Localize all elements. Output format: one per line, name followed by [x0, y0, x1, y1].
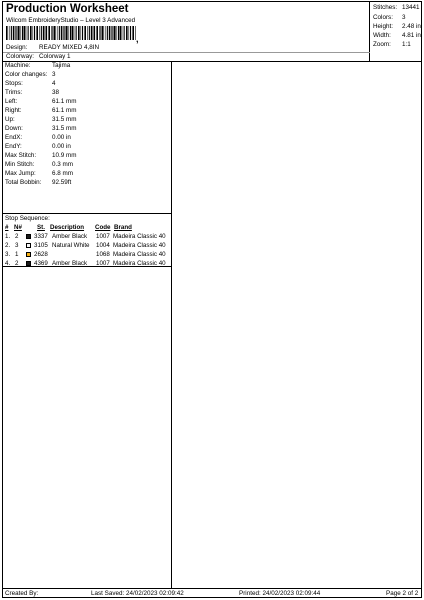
- stop-row: [3, 242, 171, 251]
- colors-value: 3: [402, 14, 406, 21]
- color-code: 1007: [96, 233, 110, 240]
- barcode-bar: [114, 26, 116, 40]
- barcode-bar: [81, 26, 82, 40]
- barcode-bar: [33, 26, 34, 40]
- barcode: [6, 26, 139, 40]
- color-swatch: [26, 252, 31, 257]
- barcode-bar: [109, 26, 111, 40]
- info-row: Total Bobbin: 92.59ft: [5, 179, 72, 186]
- barcode-bar: [59, 26, 60, 40]
- width-value: 4.81 in: [402, 32, 421, 39]
- last-saved: Last Saved: 24/02/2023 02:09:42: [91, 590, 184, 597]
- stitches-label: Stitches:: [373, 4, 398, 11]
- barcode-bar: [30, 26, 32, 40]
- created-by: Created By:: [5, 590, 39, 597]
- stop-number: 1.: [5, 233, 11, 240]
- barcode-bar: [41, 26, 42, 40]
- summary-box: [370, 2, 421, 61]
- barcode-bar: [124, 26, 125, 40]
- info-row: EndY: 0.00 in: [5, 143, 71, 150]
- thread-brand: Madeira Classic 40: [113, 242, 166, 249]
- barcode-bar: [70, 26, 71, 40]
- barcode-bar: [34, 26, 35, 40]
- color-code: 1004: [96, 242, 110, 249]
- thread-brand: Madeira Classic 40: [113, 233, 166, 240]
- info-row: Max Jump: 6.8 mm: [5, 170, 73, 177]
- info-row: Up: 31.5 mm: [5, 116, 77, 123]
- info-row: Min Stitch: 0.3 mm: [5, 161, 73, 168]
- info-row: Trims: 38: [5, 89, 60, 96]
- barcode-bar: [69, 26, 70, 40]
- worksheet-footer: [3, 588, 421, 598]
- worksheet-header: [3, 2, 421, 62]
- software-name: Wilcom EmbroideryStudio – Level 3 Advanced: [6, 17, 136, 24]
- barcode-bar: [6, 26, 8, 40]
- barcode-bar: [130, 26, 131, 40]
- barcode-bar: [126, 26, 128, 40]
- barcode-bar: [76, 26, 77, 40]
- barcode-bar: [74, 26, 75, 40]
- barcode-bar: [13, 26, 15, 40]
- width-row: [373, 32, 421, 39]
- col-description: Description: [50, 224, 85, 231]
- barcode-bar: [15, 26, 16, 40]
- page-number: Page 2 of 2: [386, 590, 419, 597]
- zoom-row: [373, 41, 411, 48]
- col-code: Code: [95, 224, 111, 231]
- barcode-bar: [57, 26, 58, 40]
- barcode-bar: [21, 26, 22, 40]
- stitches-row: [373, 4, 420, 11]
- info-row: Stops: 4: [5, 80, 56, 87]
- col-brand: Brand: [114, 224, 132, 231]
- barcode-bar: [122, 26, 123, 40]
- barcode-bar: [111, 26, 112, 40]
- barcode-bar: [52, 26, 53, 40]
- barcode-bar: [105, 26, 106, 40]
- barcode-bar: [132, 26, 134, 40]
- barcode-bar: [93, 26, 94, 40]
- barcode-bar: [54, 26, 56, 40]
- barcode-bar: [18, 26, 20, 40]
- needle-number: 3: [15, 242, 19, 249]
- barcode-bar: [64, 26, 65, 40]
- needle-number: 1: [15, 251, 19, 258]
- stitch-count: 3337: [34, 233, 48, 240]
- info-row: Max Stitch: 10.9 mm: [5, 152, 77, 159]
- stop-sequence-title: Stop Sequence:: [5, 215, 50, 222]
- barcode-bar: [63, 26, 64, 40]
- barcode-bar: [89, 26, 90, 40]
- stop-number: 4.: [5, 260, 11, 267]
- worksheet-page: [2, 1, 422, 598]
- thread-brand: Madeira Classic 40: [113, 260, 166, 267]
- colorway-row: [6, 53, 71, 60]
- colors-label: Colors:: [373, 14, 393, 21]
- barcode-bar: [120, 26, 122, 40]
- barcode-bar: [91, 26, 93, 40]
- barcode-bar: [22, 26, 23, 40]
- needle-number: 2: [15, 233, 19, 240]
- design-preview-area: [172, 62, 421, 588]
- colors-row: [373, 14, 406, 21]
- colorway-value: Colorway 1: [39, 53, 71, 60]
- barcode-bar: [11, 26, 12, 40]
- height-value: 2.48 in: [402, 23, 421, 30]
- stop-row: [3, 251, 171, 260]
- stitch-count: 2628: [34, 251, 48, 258]
- barcode-bar: [16, 26, 17, 40]
- col-index: #: [5, 224, 9, 231]
- colorway-label: Colorway:: [6, 53, 34, 60]
- info-row: Machine: Tajima: [5, 62, 71, 69]
- color-swatch: [26, 243, 31, 248]
- color-description: Natural White: [52, 242, 90, 249]
- header-left: [3, 2, 370, 61]
- barcode-bar: [112, 26, 113, 40]
- color-description: Amber Black: [52, 233, 88, 240]
- barcode-bar: [43, 26, 45, 40]
- barcode-bar: [87, 26, 88, 40]
- barcode-bar: [117, 26, 118, 40]
- barcode-bar: [100, 26, 101, 40]
- barcode-bar: [61, 26, 63, 40]
- col-needle: N#: [14, 224, 22, 231]
- info-row: Right: 61.1 mm: [5, 107, 77, 114]
- barcode-bar: [129, 26, 130, 40]
- zoom-label: Zoom:: [373, 41, 391, 48]
- barcode-bar: [46, 26, 47, 40]
- barcode-bar: [36, 26, 38, 40]
- thread-brand: Madeira Classic 40: [113, 251, 166, 258]
- barcode-bar: [118, 26, 119, 40]
- color-swatch: [26, 234, 31, 239]
- barcode-bar: [96, 26, 98, 40]
- barcode-bar: [24, 26, 26, 40]
- height-row: [373, 23, 421, 30]
- barcode-bar: [102, 26, 104, 40]
- barcode-bar: [99, 26, 100, 40]
- info-row: Down: 31.5 mm: [5, 125, 77, 132]
- stop-sequence-header: [3, 224, 171, 233]
- barcode-bar: [84, 26, 86, 40]
- info-row: EndX: 0.00 in: [5, 134, 71, 141]
- design-value: READY MIXED 4,8IN: [39, 44, 100, 51]
- info-row: Left: 61.1 mm: [5, 98, 77, 105]
- col-stitches: St.: [37, 224, 45, 231]
- needle-number: 2: [15, 260, 19, 267]
- zoom-value: 1:1: [402, 41, 411, 48]
- barcode-tail: ,: [136, 34, 139, 44]
- stop-number: 3.: [5, 251, 11, 258]
- barcode-bar: [45, 26, 46, 40]
- barcode-bar: [107, 26, 108, 40]
- barcode-bar: [26, 26, 27, 40]
- design-label: Design:: [6, 44, 28, 51]
- barcode-bar: [78, 26, 80, 40]
- color-code: 1007: [96, 260, 110, 267]
- barcode-bar: [9, 26, 10, 40]
- barcode-bar: [48, 26, 50, 40]
- barcode-bar: [94, 26, 95, 40]
- stop-row: [3, 233, 171, 242]
- info-column: [3, 62, 172, 588]
- barcode-bar: [72, 26, 74, 40]
- width-label: Width:: [373, 32, 391, 39]
- stitch-count: 3105: [34, 242, 48, 249]
- barcode-bar: [82, 26, 83, 40]
- stop-row: [3, 260, 171, 269]
- stop-number: 2.: [5, 242, 11, 249]
- page-title: Production Worksheet: [6, 3, 129, 15]
- height-label: Height:: [373, 23, 393, 30]
- barcode-bar: [39, 26, 40, 40]
- color-description: Amber Black: [52, 260, 88, 267]
- barcode-bar: [51, 26, 52, 40]
- stitches-value: 13441: [402, 4, 420, 11]
- barcode-bar: [66, 26, 68, 40]
- printed-date: Printed: 24/02/2023 02:09:44: [239, 590, 321, 597]
- color-code: 1068: [96, 251, 110, 258]
- info-row: Color changes: 3: [5, 71, 56, 78]
- barcode-bar: [28, 26, 29, 40]
- stitch-count: 4369: [34, 260, 48, 267]
- design-row: [6, 44, 99, 51]
